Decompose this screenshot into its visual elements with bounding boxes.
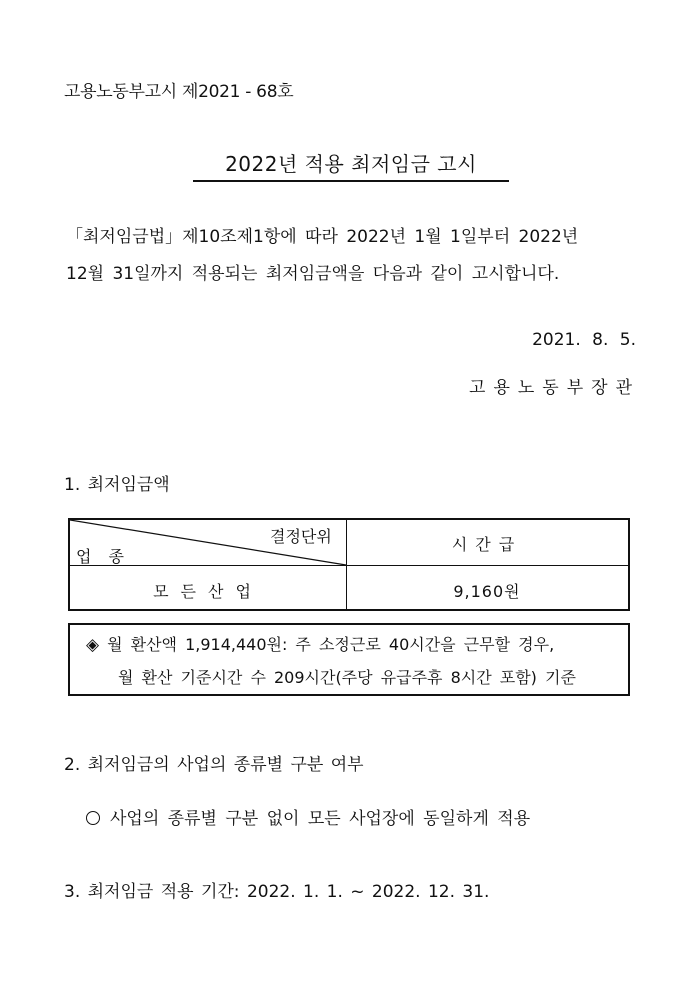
section-2-bullet [86, 804, 530, 829]
section-2-heading: 2. 최저임금의 사업의 종류별 구분 여부 [64, 755, 364, 775]
preamble-line-2: 12월 31일까지 적용되는 최저임금액을 다음과 같이 고시합니다. [66, 264, 560, 284]
section-3-heading: 3. 최저임금 적용 기간: 2022. 1. 1. ~ 2022. 12. 31. [64, 882, 490, 902]
section-2-bullet-text: 사업의 종류별 구분 없이 모든 사업장에 동일하게 적용 [110, 809, 531, 829]
title-underline [193, 180, 509, 182]
note-line-1 [86, 632, 554, 655]
cell-hourly-wage-value: 9,160원 [453, 582, 521, 601]
minimum-wage-table [68, 518, 630, 611]
note-line-1-text: 월 환산액 1,914,440원: 주 소정근로 40시간을 근무할 경우, [107, 635, 555, 654]
table-row-divider [70, 565, 628, 566]
section-1-heading: 1. 최저임금액 [64, 475, 170, 495]
note-line-2: 월 환산 기준시간 수 209시간(주당 유급주휴 8시간 포함) 기준 [118, 668, 576, 687]
issue-date: 2021. 8. 5. [532, 330, 636, 350]
diamond-bullet-icon: ◈ [86, 635, 100, 655]
notice-number: 고용노동부고시 제2021 - 68호 [64, 82, 294, 102]
header-industry: 업 종 [76, 547, 130, 566]
monthly-conversion-note [68, 623, 630, 696]
issuer-name: 고용노동부장관 [469, 378, 640, 398]
document-title: 2022년 적용 최저임금 고시 [225, 152, 477, 176]
cell-all-industries: 모든산업 [153, 582, 263, 601]
header-hourly-wage: 시간급 [451, 535, 523, 554]
header-decision-unit: 결정단위 [270, 527, 332, 546]
circle-bullet-icon [86, 811, 100, 825]
preamble-line-1: 「최저임금법」제10조제1항에 따라 2022년 1월 1일부터 2022년 [66, 227, 579, 247]
